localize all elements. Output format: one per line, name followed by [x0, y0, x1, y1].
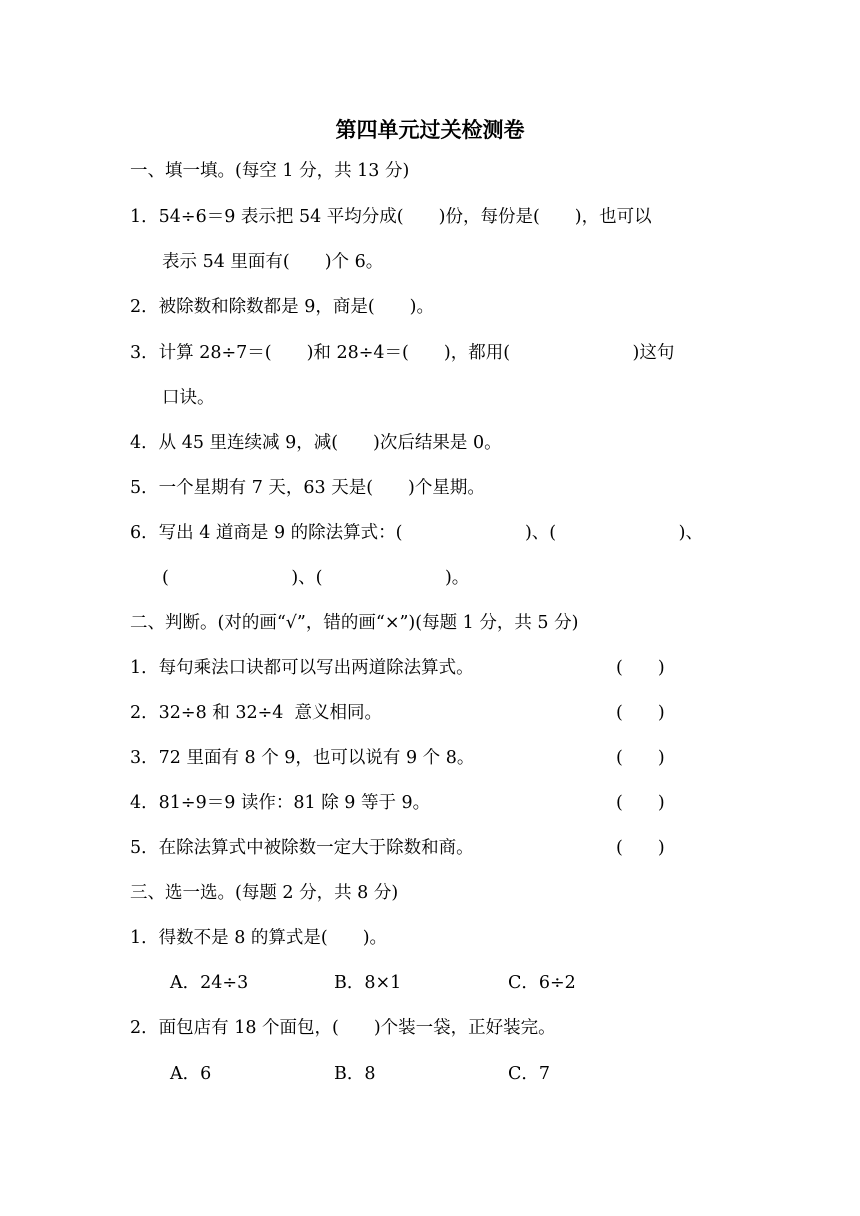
question-1-5: 5．一个星期有 7 天，63 天是( )个星期。: [130, 478, 485, 498]
choice-option-2b[interactable]: B．8: [334, 1064, 376, 1084]
choice-question-1: 1．得数不是 8 的算式是( )。: [130, 928, 388, 948]
question-1-1-line1: 1．54÷6＝9 表示把 54 平均分成( )份，每份是( )，也可以: [130, 207, 652, 227]
choice-option-1a[interactable]: A．24÷3: [170, 973, 249, 993]
judge-answer-blank-2[interactable]: ( ): [616, 703, 665, 723]
question-1-3-line2: 口诀。: [162, 388, 215, 408]
question-1-4: 4．从 45 里连续减 9，减( )次后结果是 0。: [130, 433, 502, 453]
choice-option-1b[interactable]: B．8×1: [334, 973, 402, 993]
judge-item-2: 2．32÷8 和 32÷4 意义相同。: [130, 703, 383, 723]
page-title: 第四单元过关检测卷: [335, 118, 525, 142]
section-heading-fill-in: 一、填一填。(每空 1 分，共 13 分): [130, 161, 410, 181]
judge-item-5: 5．在除法算式中被除数一定大于除数和商。: [130, 838, 474, 858]
choice-option-1c[interactable]: C．6÷2: [508, 973, 576, 993]
judge-answer-blank-3[interactable]: ( ): [616, 748, 665, 768]
choice-question-2: 2．面包店有 18 个面包，( )个装一袋，正好装完。: [130, 1018, 556, 1038]
judge-answer-blank-5[interactable]: ( ): [616, 838, 665, 858]
question-1-6-line1: 6．写出 4 道商是 9 的除法算式：( )、( )、: [130, 523, 703, 543]
judge-item-1: 1．每句乘法口诀都可以写出两道除法算式。: [130, 658, 474, 678]
judge-answer-blank-4[interactable]: ( ): [616, 793, 665, 813]
section-heading-judge: 二、判断。(对的画“√”，错的画“×”)(每题 1 分，共 5 分): [130, 613, 579, 633]
judge-item-3: 3．72 里面有 8 个 9，也可以说有 9 个 8。: [130, 748, 475, 768]
question-1-1-line2: 表示 54 里面有( )个 6。: [162, 252, 384, 272]
question-1-3-line1: 3．计算 28÷7＝( )和 28÷4＝( )，都用( )这句: [130, 343, 675, 363]
choice-option-2a[interactable]: A．6: [170, 1064, 212, 1084]
judge-item-4: 4．81÷9＝9 读作：81 除 9 等于 9。: [130, 793, 431, 813]
judge-answer-blank-1[interactable]: ( ): [616, 658, 665, 678]
choice-option-2c[interactable]: C．7: [508, 1064, 551, 1084]
question-1-2: 2．被除数和除数都是 9，商是( )。: [130, 297, 434, 317]
section-heading-choose: 三、选一选。(每题 2 分，共 8 分): [130, 883, 399, 903]
question-1-6-line2: ( )、( )。: [162, 568, 470, 588]
